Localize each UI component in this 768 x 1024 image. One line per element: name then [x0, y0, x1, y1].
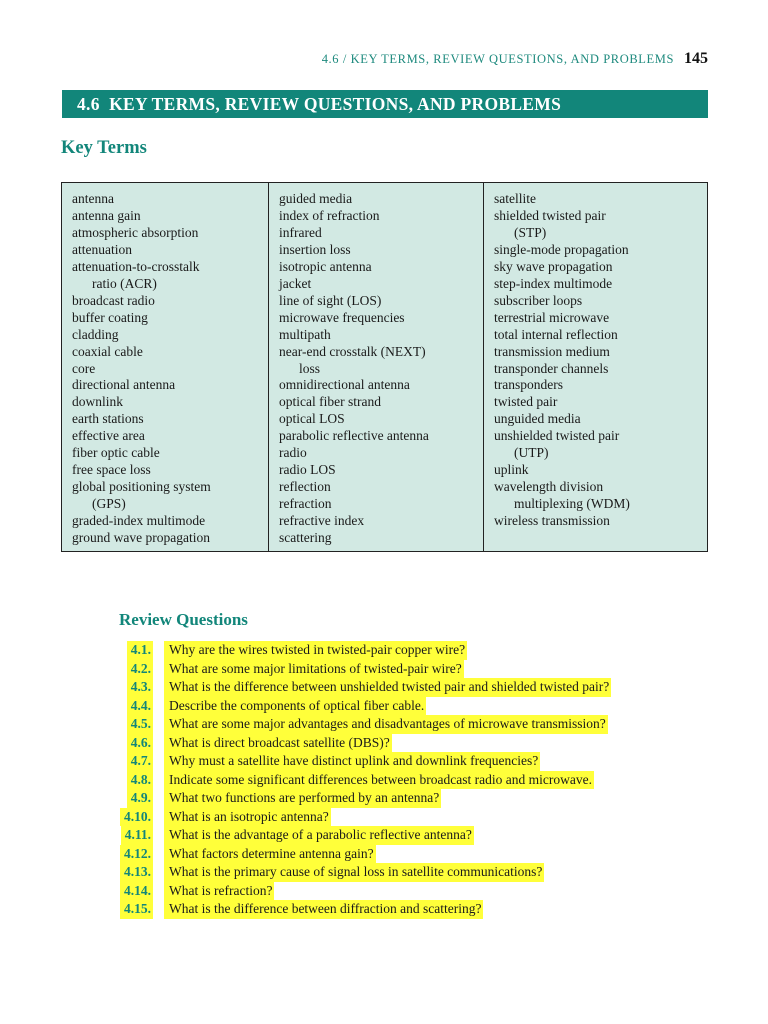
- key-term: transmission medium: [494, 343, 610, 359]
- running-head-text: 4.6 / KEY TERMS, REVIEW QUESTIONS, AND PROBLEMS: [321, 52, 674, 66]
- key-term: attenuation: [72, 241, 132, 257]
- review-question: [0, 678, 768, 697]
- question-text: What two functions are performed by an antenna?: [164, 789, 441, 808]
- key-term: infrared: [279, 224, 322, 240]
- question-number: 4.4.: [127, 697, 153, 716]
- key-term: optical fiber strand: [279, 394, 381, 410]
- question-number: 4.12.: [120, 845, 153, 864]
- key-term: directional antenna: [72, 377, 176, 393]
- key-terms-heading: Key Terms: [61, 138, 147, 158]
- question-number: 4.7.: [127, 752, 153, 771]
- key-term: buffer coating: [72, 309, 148, 325]
- key-term: parabolic reflective antenna: [279, 428, 429, 444]
- key-term-continuation: multiplexing (WDM): [514, 496, 630, 512]
- key-term: earth stations: [72, 411, 144, 427]
- key-term: transponders: [494, 377, 563, 393]
- question-number: 4.15.: [120, 900, 153, 919]
- question-text: What is an isotropic antenna?: [164, 808, 331, 827]
- question-number: 4.10.: [120, 808, 153, 827]
- review-question: [0, 900, 768, 919]
- key-term: downlink: [72, 394, 124, 410]
- key-terms-column-1: [62, 183, 268, 551]
- key-term: single-mode propagation: [494, 241, 629, 257]
- question-text: What is the primary cause of signal loss in satellite communications?: [164, 863, 544, 882]
- question-text: What is refraction?: [164, 882, 274, 901]
- section-title: 4.6 KEY TERMS, REVIEW QUESTIONS, AND PROBLEMS: [77, 94, 562, 114]
- key-term: microwave frequencies: [279, 309, 405, 325]
- key-term: broadcast radio: [72, 292, 155, 308]
- key-term: unshielded twisted pair: [494, 428, 620, 444]
- question-text: Describe the components of optical fiber cable.: [164, 697, 426, 716]
- question-number: 4.9.: [127, 789, 153, 808]
- key-term: insertion loss: [279, 241, 351, 257]
- key-term: effective area: [72, 428, 145, 444]
- key-term: coaxial cable: [72, 343, 143, 359]
- question-number: 4.11.: [121, 826, 153, 845]
- section-title-bar: [62, 90, 708, 118]
- review-question: [0, 697, 768, 716]
- key-term-continuation: (GPS): [92, 496, 126, 512]
- review-question: [0, 863, 768, 882]
- page-number: 145: [684, 50, 708, 67]
- key-term: optical LOS: [279, 411, 345, 427]
- question-number: 4.3.: [127, 678, 153, 697]
- key-term: refraction: [279, 496, 332, 512]
- question-number: 4.2.: [127, 660, 153, 679]
- question-text: What are some major advantages and disadvantages of microwave transmission?: [164, 715, 608, 734]
- key-term-continuation: (STP): [514, 224, 547, 240]
- key-terms-column-3: [483, 183, 707, 551]
- key-term: total internal reflection: [494, 326, 618, 342]
- key-term: line of sight (LOS): [279, 292, 382, 308]
- key-term: radio: [279, 445, 307, 461]
- key-term: unguided media: [494, 411, 581, 427]
- question-number: 4.8.: [127, 771, 153, 790]
- key-term: fiber optic cable: [72, 445, 160, 461]
- key-term: step-index multimode: [494, 275, 613, 291]
- key-term: antenna gain: [72, 207, 141, 223]
- key-term: reflection: [279, 479, 331, 495]
- key-term: terrestrial microwave: [494, 309, 610, 325]
- key-term: uplink: [494, 462, 529, 478]
- key-term: antenna: [72, 191, 114, 206]
- key-term: attenuation-to-crosstalk: [72, 258, 200, 274]
- review-question: [0, 734, 768, 753]
- key-term: shielded twisted pair: [494, 207, 606, 223]
- key-terms-column-2: [268, 183, 483, 551]
- review-question: [0, 845, 768, 864]
- key-term: near-end crosstalk (NEXT): [279, 343, 426, 359]
- key-terms-box: [61, 182, 708, 552]
- question-number: 4.5.: [127, 715, 153, 734]
- key-term: omnidirectional antenna: [279, 377, 410, 393]
- key-term: core: [72, 360, 96, 376]
- review-question: [0, 715, 768, 734]
- key-term: multipath: [279, 326, 331, 342]
- key-term-continuation: loss: [299, 360, 321, 376]
- key-term: sky wave propagation: [494, 258, 613, 274]
- review-questions-heading: Review Questions: [119, 610, 248, 629]
- review-question: [0, 771, 768, 790]
- question-number: 4.14.: [120, 882, 153, 901]
- key-term-continuation: ratio (ACR): [92, 275, 157, 291]
- review-question: [0, 789, 768, 808]
- key-term: index of refraction: [279, 207, 380, 223]
- review-question: [0, 752, 768, 771]
- key-term-continuation: (UTP): [514, 445, 549, 461]
- question-text: What is the advantage of a parabolic reflective antenna?: [164, 826, 474, 845]
- question-text: Why are the wires twisted in twisted-pair copper wire?: [164, 641, 467, 660]
- question-text: What is the difference between diffraction and scattering?: [164, 900, 483, 919]
- review-question: [0, 641, 768, 660]
- review-question: [0, 660, 768, 679]
- question-text: Why must a satellite have distinct uplink and downlink frequencies?: [164, 752, 540, 771]
- key-term: guided media: [279, 191, 353, 206]
- review-question: [0, 882, 768, 901]
- key-term: ground wave propagation: [72, 530, 210, 546]
- question-text: What factors determine antenna gain?: [164, 845, 376, 864]
- question-number: 4.1.: [127, 641, 153, 660]
- key-term: satellite: [494, 191, 536, 206]
- key-term: transponder channels: [494, 360, 609, 376]
- key-term: scattering: [279, 530, 332, 546]
- question-text: What are some major limitations of twisted-pair wire?: [164, 660, 464, 679]
- question-number: 4.6.: [127, 734, 153, 753]
- question-number: 4.13.: [120, 863, 153, 882]
- key-term: wavelength division: [494, 479, 604, 495]
- key-term: refractive index: [279, 513, 365, 529]
- question-text: What is direct broadcast satellite (DBS)?: [164, 734, 392, 753]
- key-term: free space loss: [72, 462, 151, 478]
- key-term: global positioning system: [72, 479, 211, 495]
- key-term: wireless transmission: [494, 513, 610, 529]
- question-text: Indicate some significant differences between broadcast radio and microwave.: [164, 771, 594, 790]
- key-term: cladding: [72, 326, 119, 342]
- review-questions-list: [0, 641, 768, 919]
- key-term: radio LOS: [279, 462, 336, 478]
- question-text: What is the difference between unshielded twisted pair and shielded twisted pair?: [164, 678, 611, 697]
- key-term: twisted pair: [494, 394, 558, 410]
- review-question: [0, 808, 768, 827]
- review-question: [0, 826, 768, 845]
- key-term: jacket: [279, 275, 312, 291]
- key-term: atmospheric absorption: [72, 224, 199, 240]
- key-term: graded-index multimode: [72, 513, 206, 529]
- running-head: [0, 50, 708, 68]
- key-term: subscriber loops: [494, 292, 583, 308]
- key-term: isotropic antenna: [279, 258, 372, 274]
